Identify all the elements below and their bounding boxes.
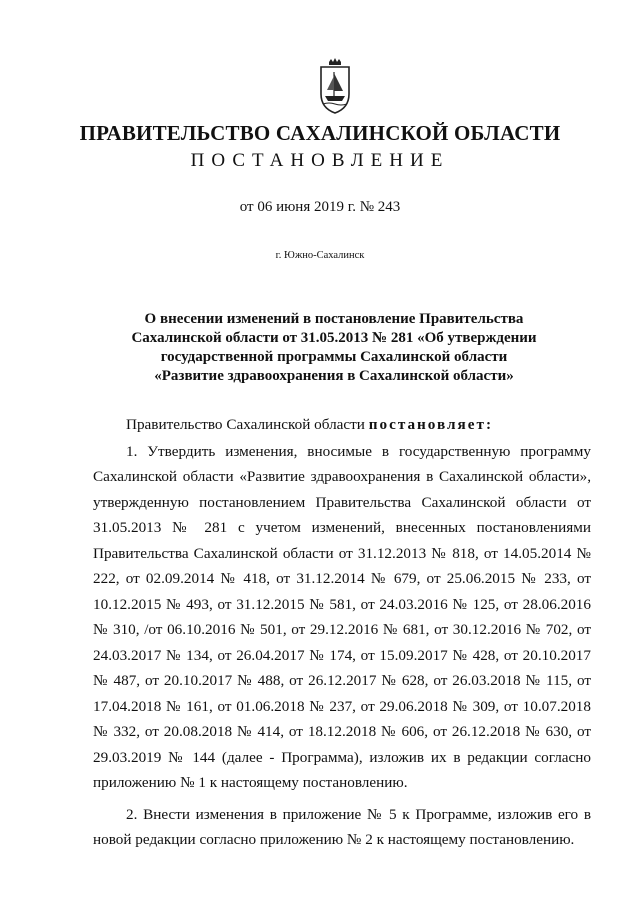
subject-line: О внесении изменений в постановление Правительства [144, 311, 524, 327]
document-city: г. Южно-Сахалинск [275, 250, 365, 261]
government-title: ПРАВИТЕЛЬСТВО САХАЛИНСКОЙ ОБЛАСТИ [79, 121, 561, 145]
document-body [93, 412, 591, 853]
paragraph-2: 2. Внести изменения в приложение № 5 к Программе, изложив его в новой редакции согласно приложению № 2 к настоящему постановлению. [93, 805, 591, 848]
sakhalin-coat-of-arms-icon [318, 58, 352, 114]
preamble-resolves: постановляет: [368, 416, 494, 433]
subject-line: Сахалинской области от 31.05.2013 № 281 «Об утверждении [131, 330, 537, 346]
subject-line: государственной программы Сахалинской области [160, 349, 508, 365]
preamble [93, 412, 591, 438]
preamble-text: Правительство Сахалинской области [126, 416, 369, 433]
subject-line: «Развитие здравоохранения в Сахалинской области» [154, 368, 514, 384]
document-subject [100, 310, 568, 386]
paragraph-1: 1. Утвердить изменения, вносимые в государственную программу Сахалинской области «Развитие здравоохранения в Сахалинской области», утвержденную постановлением Правительства Сахалинской области от 31.05.2013 № 281 с учетом изменений, внесенных постановлениями Правительства Сахалинской области от 31.12.2013 № 818, от 14.05.2014 № 222, от 02.09.2014 № 418, от 31.12.2014 № 679, от 25.06.2015 № 233, от 10.12.2015 № 493, от 31.12.2015 № 581, от 24.03.2016 № 125, от 28.06.2016 № 310, /от 06.10.2016 № 501, от 29.12.2016 № 681, от 30.12.2016 № 702, от 24.03.2017 № 134, от 26.04.2017 № 174, от 15.09.2017 № 428, от 20.10.2017 № 487, от 20.10.2017 № 488, от 26.12.2017 № 628, от 26.03.2018 № 115, от 17.04.2018 № 161, от 01.06.2018 № 237, от 29.06.2018 № 309, от 10.07.2018 № 332, от 20.08.2018 № 414, от 18.12.2018 № 606, от 26.12.2018 № 630, от 29.03.2019 № 144 (далее - Программа), изложив их в редакции согласно приложению № 1 к настоящему постановлению. [93, 442, 591, 791]
document-type: ПОСТАНОВЛЕНИЕ [190, 150, 450, 171]
document-date-number: от 06 июня 2019 г. № 243 [239, 199, 401, 215]
